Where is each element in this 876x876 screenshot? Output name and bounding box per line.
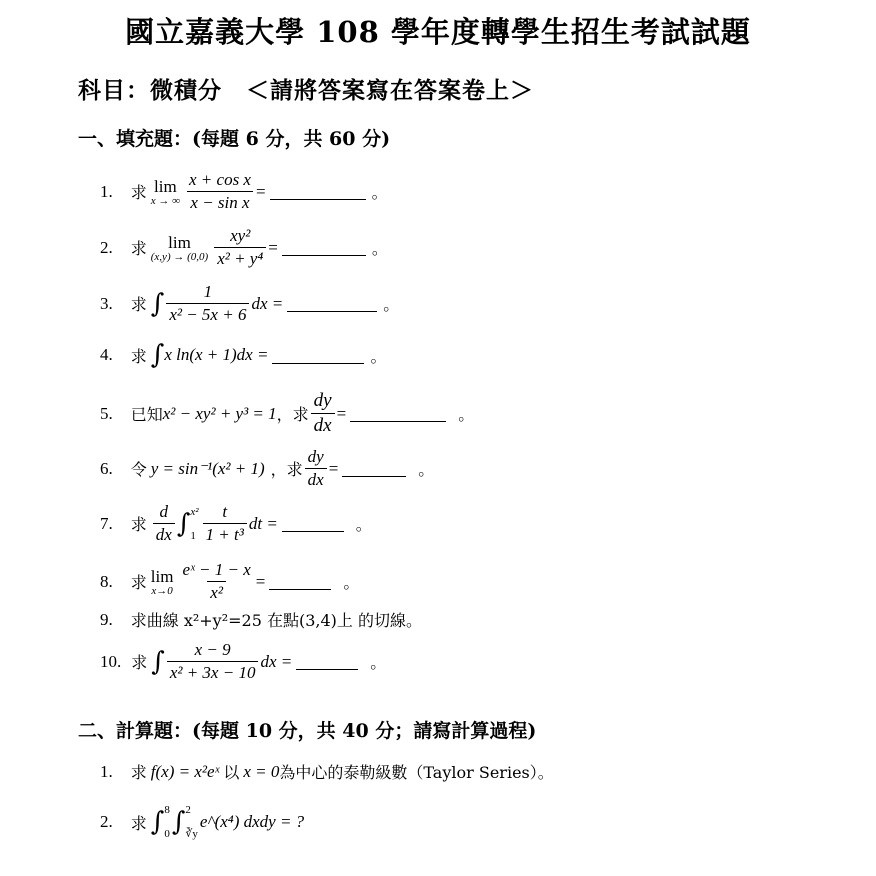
denominator: x² + 3x − 10 — [167, 661, 259, 683]
answer-blank — [282, 239, 366, 256]
answer-blank — [350, 405, 446, 422]
question-number: 1. — [100, 761, 113, 781]
period: 。 — [343, 573, 360, 592]
question-1-5 — [100, 390, 474, 437]
question-number: 6. — [100, 458, 113, 478]
denominator: 1 + t³ — [203, 523, 247, 545]
answer-blank — [296, 653, 358, 670]
limit — [151, 177, 180, 207]
lim-subscript: (x,y) → (0,0) — [150, 250, 209, 263]
expression: e^(x⁴) dxdy = ? — [199, 812, 305, 831]
question-prefix: 已知 — [130, 405, 163, 424]
upper-limit: 8 — [164, 804, 170, 816]
period: 。 — [458, 405, 475, 424]
denominator: dx — [153, 523, 175, 545]
fraction — [179, 560, 253, 603]
integral-limits — [185, 804, 198, 840]
expression: y = sin⁻¹(x² + 1) — [150, 458, 265, 478]
equals: = — [336, 403, 347, 423]
upper-limit: 2 — [185, 804, 191, 816]
numerator: 1 — [203, 282, 213, 301]
period: 。 — [370, 653, 387, 672]
question-2-2 — [100, 804, 304, 840]
question-1-10 — [100, 640, 386, 683]
expression: x = 0 — [243, 761, 280, 781]
fraction — [166, 282, 249, 325]
period: 。 — [383, 295, 400, 314]
question-number: 8. — [100, 571, 113, 591]
numerator: dy — [307, 447, 324, 466]
upper-limit: x² — [190, 505, 199, 518]
lim-word: lim — [150, 566, 174, 586]
lim-subscript: x→0 — [151, 584, 173, 597]
integral-sign-icon: ∫ — [171, 807, 186, 837]
answer-blank — [272, 347, 364, 364]
question-number: 2. — [100, 812, 113, 831]
numerator: x + cos x — [189, 170, 251, 189]
question-text: 為中心的泰勒級數（Taylor Series）。 — [279, 763, 554, 782]
question-prefix: 求 — [130, 763, 147, 782]
equals: = — [268, 237, 278, 257]
question-prefix: 求 — [131, 653, 148, 672]
question-number: 7. — [100, 513, 113, 533]
lower-limit: 1 — [190, 529, 196, 542]
question-number: 4. — [100, 345, 113, 364]
integral-sign-icon: ∫ — [150, 288, 165, 319]
limit — [151, 233, 208, 263]
fraction — [167, 640, 259, 683]
numerator: xy² — [230, 226, 251, 245]
question-1-9 — [100, 608, 422, 631]
answer-blank — [342, 460, 406, 477]
lim-word: lim — [154, 176, 177, 196]
lower-limit: ∛y — [185, 828, 198, 840]
question-1-7 — [100, 502, 372, 545]
integral-limits — [164, 804, 170, 840]
differential: dx = — [251, 293, 284, 313]
denominator: x − sin x — [187, 191, 252, 213]
lim-subscript: x → ∞ — [150, 194, 180, 207]
period: 。 — [370, 346, 387, 366]
answer-blank — [282, 515, 344, 532]
answer-blank — [270, 183, 366, 200]
integral-sign-icon: ∫ — [150, 340, 165, 370]
question-prefix: 求 — [130, 239, 147, 258]
lim-word: lim — [168, 232, 191, 252]
question-connector: ，求 — [270, 460, 303, 479]
numerator: d — [159, 502, 169, 521]
question-1-8 — [100, 560, 359, 603]
fraction — [214, 226, 266, 269]
differential: dx = — [260, 651, 293, 671]
question-prefix: 令 — [130, 460, 147, 479]
fraction — [186, 170, 254, 213]
question-number: 10. — [100, 651, 122, 671]
denominator: x² − 5x + 6 — [166, 303, 249, 325]
question-number: 2. — [100, 237, 113, 257]
question-1-2 — [100, 226, 388, 269]
fraction — [311, 390, 335, 437]
derivative-operator — [153, 502, 175, 545]
numerator: t — [222, 502, 228, 521]
subject-line: 科目：微積分 ＜請將答案寫在答案卷上＞ — [78, 77, 534, 104]
fraction — [305, 447, 327, 490]
answer-blank — [269, 573, 331, 590]
question-1-4 — [100, 342, 386, 368]
period: 。 — [371, 183, 388, 202]
expression: f(x) = x²eˣ — [150, 761, 220, 781]
question-number: 3. — [100, 293, 113, 313]
question-number: 9. — [100, 609, 113, 629]
expression: x ln(x + 1)dx = — [164, 345, 269, 364]
period: 。 — [355, 515, 372, 534]
question-1-6 — [100, 447, 434, 490]
question-prefix: 求 — [130, 346, 147, 366]
period: 。 — [418, 460, 435, 479]
denominator: x² — [207, 581, 226, 603]
question-connector: ，求 — [276, 405, 309, 424]
question-1-3 — [100, 282, 399, 325]
section-2-heading: 二、計算題：(每題 10 分，共 40 分；請寫計算過程) — [78, 720, 537, 742]
equals: = — [255, 181, 266, 201]
question-prefix: 求 — [130, 813, 147, 833]
integral-sign-icon: ∫ — [150, 807, 165, 837]
denominator: dx — [305, 468, 327, 490]
denominator: dx — [311, 413, 335, 437]
period: 。 — [371, 239, 388, 258]
answer-blank — [287, 295, 377, 312]
numerator: dy — [313, 390, 332, 411]
question-prefix: 求 — [130, 183, 147, 202]
integral-limits — [190, 506, 198, 542]
question-2-1 — [100, 760, 554, 783]
numerator: eˣ − 1 − x — [182, 560, 251, 579]
section-1-heading: 一、填充題：(每題 6 分，共 60 分) — [78, 128, 391, 150]
question-text: 求曲線 x²+y²=25 在點(3,4)上 的切線。 — [130, 611, 423, 630]
fraction — [203, 502, 247, 545]
question-number: 5. — [100, 403, 113, 423]
limit — [151, 567, 174, 597]
exam-title: 國立嘉義大學 108 學年度轉學生招生考試試題 — [125, 15, 751, 49]
question-prefix: 求 — [130, 573, 147, 592]
integral-sign-icon: ∫ — [151, 646, 165, 677]
denominator: x² + y⁴ — [214, 247, 266, 269]
differential: dt = — [248, 513, 278, 533]
numerator: x − 9 — [194, 640, 231, 659]
lower-limit: 0 — [164, 828, 170, 840]
equals: = — [255, 571, 266, 591]
question-prefix: 求 — [130, 515, 147, 534]
question-connector: 以 — [223, 763, 240, 782]
question-number: 1. — [100, 181, 113, 201]
question-1-1 — [100, 170, 388, 213]
integral-sign-icon: ∫ — [176, 508, 191, 539]
expression: x² − xy² + y³ = 1 — [162, 403, 277, 423]
equals: = — [328, 458, 339, 478]
question-prefix: 求 — [130, 295, 147, 314]
